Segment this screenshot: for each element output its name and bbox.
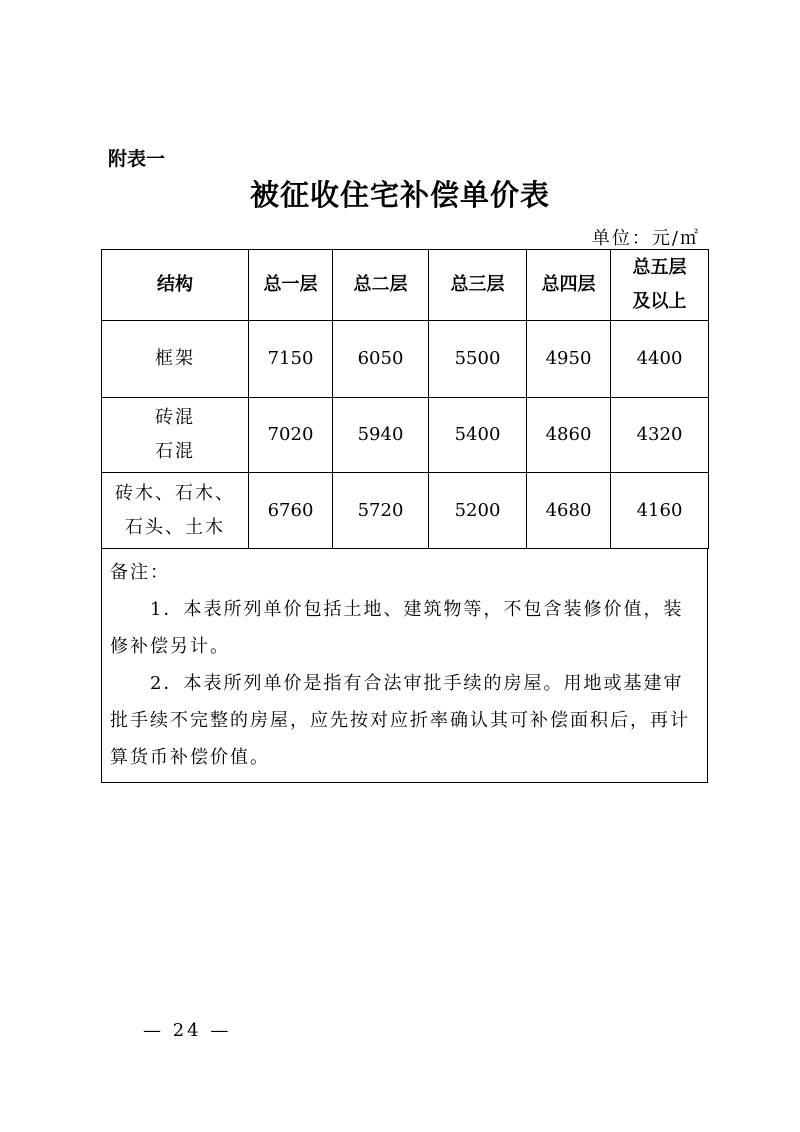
price-cell: 5200 xyxy=(429,473,527,549)
page-number: — 24 — xyxy=(143,1020,232,1041)
page-title: 被征收住宅补偿单价表 xyxy=(249,178,550,212)
structure-cell xyxy=(102,398,249,473)
structure-line: 石头、土木 xyxy=(125,516,225,538)
price-cell: 5720 xyxy=(333,473,429,549)
notes-box xyxy=(101,548,708,783)
price-cell: 4400 xyxy=(611,321,709,398)
price-cell: 4950 xyxy=(527,321,611,398)
price-cell: 6050 xyxy=(333,321,429,398)
price-cell: 6760 xyxy=(249,473,333,549)
structure-cell xyxy=(102,473,249,549)
price-cell: 5940 xyxy=(333,398,429,473)
table-row xyxy=(102,473,709,549)
table-row xyxy=(102,398,709,473)
header-floor-4: 总四层 xyxy=(527,250,611,321)
header-floor-2: 总二层 xyxy=(333,250,429,321)
note-item-1: 1．本表所列单价包括土地、建筑物等，不包含装修价值，装修补偿另计。 xyxy=(110,599,684,657)
price-cell: 4320 xyxy=(611,398,709,473)
price-cell: 4680 xyxy=(527,473,611,549)
structure-line: 砖混 xyxy=(155,407,195,428)
header-structure: 结构 xyxy=(102,250,249,321)
structure-line: 石混 xyxy=(155,441,195,462)
header-floor-5-line2: 及以上 xyxy=(632,291,687,312)
price-cell: 7150 xyxy=(249,321,333,398)
notes-heading: 备注： xyxy=(110,562,170,583)
unit-label: 单位：元/㎡ xyxy=(591,228,700,249)
table-row xyxy=(102,321,709,398)
structure-line: 砖木、石木、 xyxy=(115,482,235,504)
header-floor-5-line1: 总五层 xyxy=(632,257,687,278)
header-floor-5 xyxy=(611,250,709,321)
price-cell: 4160 xyxy=(611,473,709,549)
price-cell: 5500 xyxy=(429,321,527,398)
attachment-label: 附表一 xyxy=(108,148,166,170)
structure-line: 框架 xyxy=(155,348,195,369)
table-header-row xyxy=(102,250,709,321)
price-table xyxy=(101,249,709,549)
header-floor-3: 总三层 xyxy=(429,250,527,321)
structure-cell xyxy=(102,321,249,398)
note-item-2: 2．本表所列单价是指有合法审批手续的房屋。用地或基建审批手续不完整的房屋，应先按对应折率确认其可补偿面积后，再计算货币补偿价值。 xyxy=(110,673,690,768)
price-cell: 4860 xyxy=(527,398,611,473)
price-cell: 7020 xyxy=(249,398,333,473)
price-cell: 5400 xyxy=(429,398,527,473)
header-floor-1: 总一层 xyxy=(249,250,333,321)
